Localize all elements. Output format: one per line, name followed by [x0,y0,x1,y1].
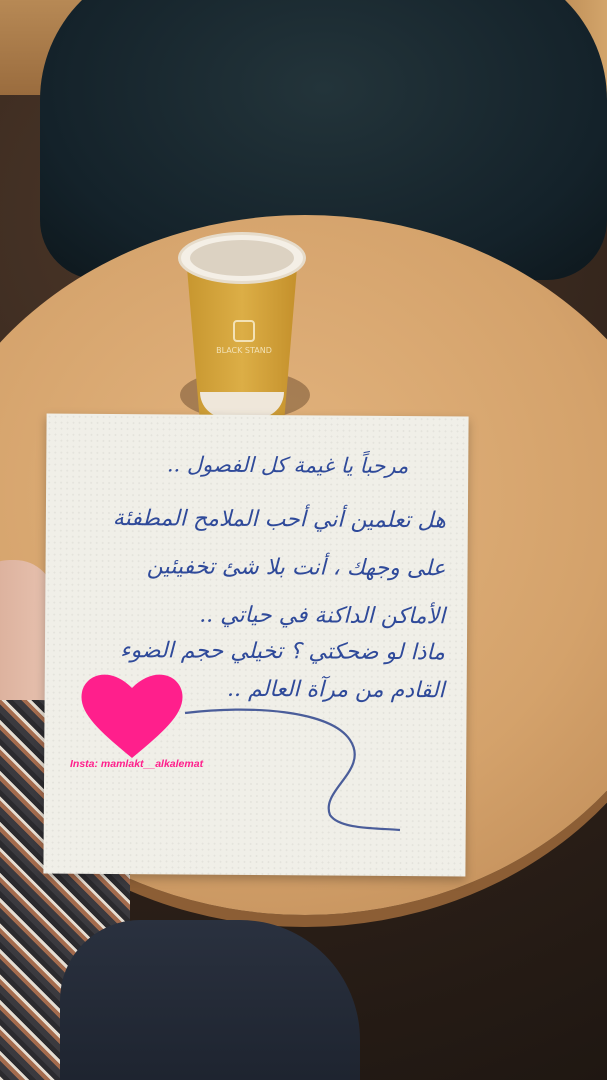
heart-icon [78,668,186,760]
note-line: على وجهك ، أنت بلا شئ تخفيئين [146,554,446,582]
note-line: هل تعلمين أني أحب الملامح المطفئة [112,505,446,534]
note-line: الأماكن الداكنة في حياتي .. [199,602,446,630]
note-line: ماذا لو ضحكتي ؟ تخيلي حجم الضوء [120,638,446,666]
note-line: القادم من مرآة العالم .. [227,676,445,704]
cup-logo-text: BLACK STAND [216,346,272,355]
instagram-handle: Insta: mamlakt__alkalemat [70,758,204,770]
note-line: مرحباً يا غيمة كل الفصول .. [166,452,409,479]
